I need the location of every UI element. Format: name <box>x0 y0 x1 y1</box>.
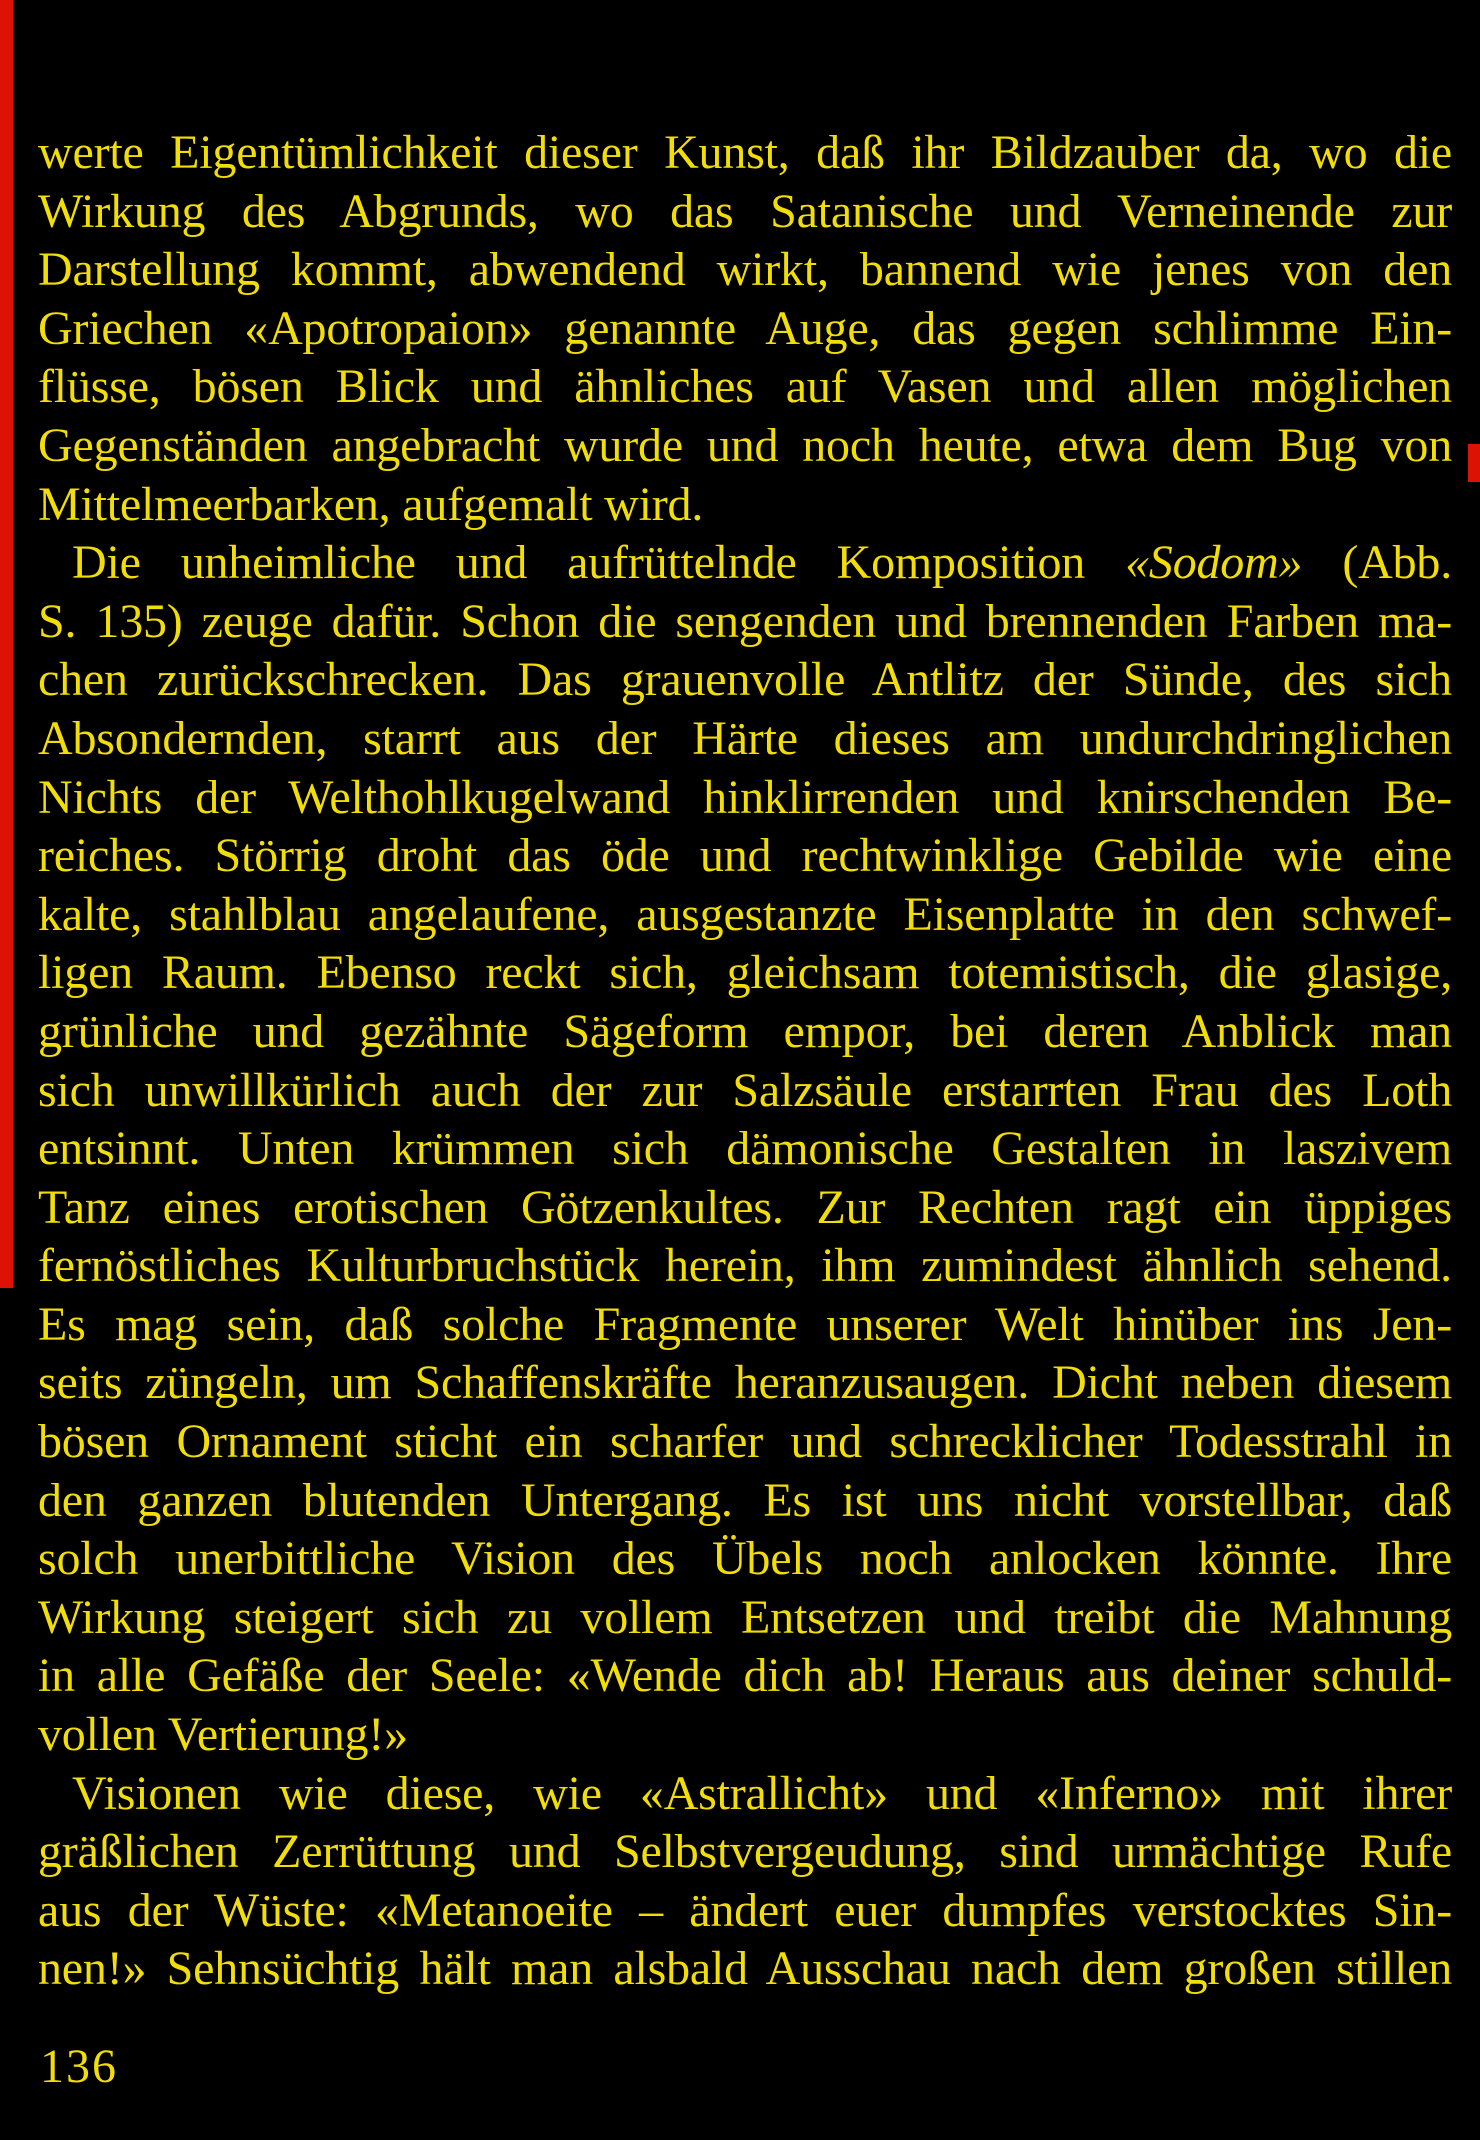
text-line <box>38 1706 1452 1765</box>
text-segment: Tanz eines erotischen Götzenkultes. Zur Rechten ragt ein üppiges <box>38 1180 1452 1234</box>
text-line <box>38 710 1452 769</box>
text-line <box>38 944 1452 1003</box>
text-segment: Visionen wie diese, wie «Astrallicht» und «Inferno» mit ihrer <box>72 1766 1452 1820</box>
text-segment: Mittelmeerbarken, aufgemalt wird. <box>38 477 704 531</box>
text-segment: Darstellung kommt, abwendend wirkt, bannend wie jenes von den <box>38 243 1452 297</box>
text-segment: aus der Wüste: «Metanoeite – ändert euer dumpfes verstocktes Sin- <box>38 1883 1452 1937</box>
text-line <box>38 476 1452 535</box>
text-line <box>38 1940 1452 1999</box>
text-line <box>38 1530 1452 1589</box>
page-text <box>38 124 1452 1999</box>
text-line <box>38 124 1452 183</box>
text-segment: grünliche und gezähnte Sägeform empor, bei deren Anblick man <box>38 1004 1452 1058</box>
text-segment: fernöstliches Kulturbruchstück herein, ihm zumindest ähnlich sehend. <box>38 1239 1452 1293</box>
text-line <box>38 1413 1452 1472</box>
text-segment: bösen Ornament sticht ein scharfer und schrecklicher Todesstrahl in <box>38 1415 1452 1469</box>
text-segment: entsinnt. Unten krümmen sich dämonische Gestalten in laszivem <box>38 1122 1452 1176</box>
text-line <box>38 1354 1452 1413</box>
text-segment: flüsse, bösen Blick und ähnliches auf Vasen und allen möglichen <box>38 360 1452 414</box>
text-line <box>38 651 1452 710</box>
text-segment: Nichts der Welthohlkugelwand hinklirrenden und knirschenden Be- <box>38 770 1452 824</box>
text-line <box>38 1120 1452 1179</box>
text-line <box>38 886 1452 945</box>
text-line <box>38 1765 1452 1824</box>
text-line <box>38 1237 1452 1296</box>
text-line <box>38 1823 1452 1882</box>
text-line <box>38 1296 1452 1355</box>
text-segment: gräßlichen Zerrüttung und Selbstvergeudung, sind urmächtige Rufe <box>38 1825 1452 1879</box>
text-line <box>38 417 1452 476</box>
text-line <box>38 358 1452 417</box>
text-segment: Absondernden, starrt aus der Härte dieses am undurchdringlichen <box>38 711 1452 765</box>
text-segment: Gegenständen angebracht wurde und noch heute, etwa dem Bug von <box>38 418 1452 472</box>
text-line <box>38 1003 1452 1062</box>
text-line <box>38 183 1452 242</box>
text-segment: nen!» Sehnsüchtig hält man alsbald Ausschau nach dem großen stillen <box>38 1942 1452 1996</box>
text-line <box>38 1589 1452 1648</box>
text-segment: vollen Vertierung!» <box>38 1708 408 1762</box>
scan-artifact-right-red-mark <box>1468 444 1480 482</box>
text-line <box>38 1882 1452 1941</box>
text-line <box>38 1179 1452 1238</box>
text-segment: seits züngeln, um Schaffenskräfte heranzusaugen. Dicht neben diesem <box>38 1356 1452 1410</box>
scan-artifact-left-red-bar <box>0 0 13 1288</box>
text-segment: chen zurückschrecken. Das grauenvolle Antlitz der Sünde, des sich <box>38 653 1452 707</box>
text-line <box>38 1472 1452 1531</box>
text-segment: Wirkung des Abgrunds, wo das Satanische und Verneinende zur <box>38 184 1452 238</box>
text-line <box>38 241 1452 300</box>
text-segment: den ganzen blutenden Untergang. Es ist uns nicht vorstellbar, daß <box>38 1473 1452 1527</box>
text-segment: Es mag sein, daß solche Fragmente unserer Welt hinüber ins Jen- <box>38 1297 1452 1351</box>
text-line <box>38 1647 1452 1706</box>
text-line <box>38 593 1452 652</box>
text-segment: sich unwillkürlich auch der zur Salzsäule erstarrten Frau des Loth <box>38 1063 1452 1117</box>
text-segment: solch unerbittliche Vision des Übels noch anlocken könnte. Ihre <box>38 1532 1452 1586</box>
text-line <box>38 534 1452 593</box>
text-segment: ligen Raum. Ebenso reckt sich, gleichsam totemistisch, die glasige, <box>38 946 1452 1000</box>
text-line <box>38 300 1452 359</box>
text-segment: Die unheimliche und aufrüttelnde Komposition <box>72 536 1126 590</box>
page-number: 136 <box>40 2040 118 2093</box>
text-segment: in alle Gefäße der Seele: «Wende dich ab! Heraus aus deiner schuld- <box>38 1649 1452 1703</box>
text-line <box>38 1062 1452 1121</box>
text-segment: Wirkung steigert sich zu vollem Entsetzen und treibt die Mahnung <box>38 1590 1452 1644</box>
text-segment: kalte, stahlblau angelaufene, ausgestanzte Eisenplatte in den schwef- <box>38 887 1452 941</box>
italic-text-segment: «Sodom» <box>1125 536 1303 590</box>
text-segment: reiches. Störrig droht das öde und rechtwinklige Gebilde wie eine <box>38 829 1452 883</box>
text-segment: (Abb. <box>1302 536 1452 590</box>
text-segment: Griechen «Apotropaion» genannte Auge, das gegen schlimme Ein- <box>38 301 1452 355</box>
text-line <box>38 827 1452 886</box>
text-segment: werte Eigentümlichkeit dieser Kunst, daß ihr Bildzauber da, wo die <box>38 126 1452 179</box>
text-segment: S. 135) zeuge dafür. Schon die sengenden und brennenden Farben ma- <box>38 594 1452 648</box>
text-line <box>38 769 1452 828</box>
